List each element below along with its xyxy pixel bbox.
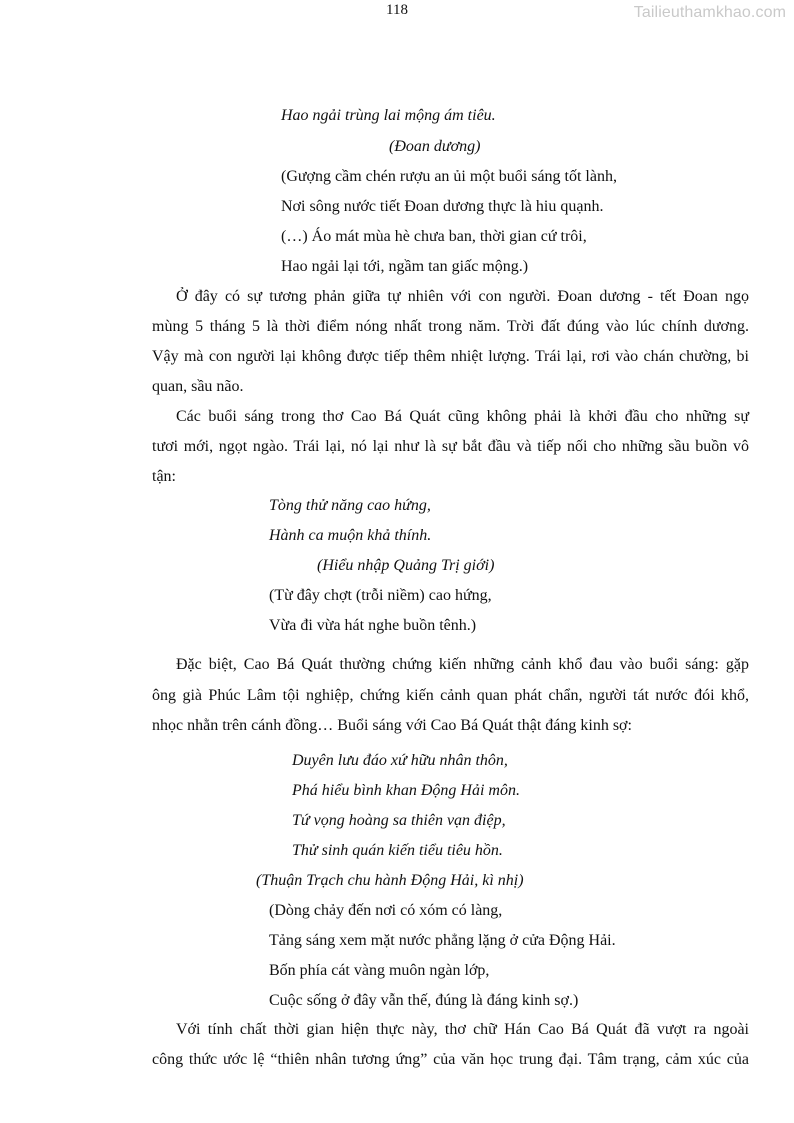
- watermark: Tailieuthamkhao.com: [633, 4, 786, 21]
- poem-translation-line: (Gượng cầm chén rượu an ủi một buổi sáng tốt lành,: [281, 168, 617, 185]
- poem-source: (Hiểu nhập Quảng Trị giới): [317, 557, 495, 574]
- poem-source: (Đoan dương): [389, 138, 481, 155]
- poem-line: Tòng thử năng cao hứng,: [269, 497, 431, 514]
- paragraph-line: Với tính chất thời gian hiện thực này, thơ chữ Hán Cao Bá Quát đã vượt ra ngoài: [176, 1021, 749, 1038]
- page-number: 118: [386, 2, 408, 18]
- poem-line: Phá hiểu bình khan Động Hải môn.: [292, 782, 520, 799]
- poem-line: Hao ngải trùng lai mộng ám tiêu.: [281, 107, 496, 124]
- poem-translation-line: (Từ đây chợt (trỗi niềm) cao hứng,: [269, 587, 492, 604]
- paragraph-line: Các buổi sáng trong thơ Cao Bá Quát cũng không phải là khởi đầu cho những sự: [176, 408, 749, 425]
- poem-line: Tứ vọng hoàng sa thiên vạn điệp,: [292, 812, 506, 829]
- paragraph-line: ông già Phúc Lâm tội nghiệp, chứng kiến cảnh quan phát chẩn, người tát nước đói khổ,: [152, 687, 749, 704]
- paragraph-line: mùng 5 tháng 5 là thời điểm nóng nhất trong năm. Trời đất đúng vào lúc chính dương.: [152, 318, 749, 335]
- paragraph-line: Đặc biệt, Cao Bá Quát thường chứng kiến những cảnh khổ đau vào buổi sáng: gặp: [176, 656, 749, 673]
- paragraph-line: Ở đây có sự tương phản giữa tự nhiên với con người. Đoan dương - tết Đoan ngọ: [176, 288, 749, 305]
- paragraph-line: Vậy mà con người lại không được tiếp thêm nhiệt lượng. Trái lại, rơi vào chán chường, bi: [152, 348, 749, 365]
- poem-translation-line: Hao ngải lại tới, ngầm tan giấc mộng.): [281, 258, 529, 275]
- poem-translation-line: (Dòng chảy đến nơi có xóm có làng,: [269, 902, 503, 919]
- paragraph-line: tươi mới, ngọt ngào. Trái lại, nó lại như là sự bắt đầu và tiếp nối cho những sầu buồn vô: [152, 438, 749, 455]
- poem-translation-line: Bốn phía cát vàng muôn ngàn lớp,: [269, 962, 490, 979]
- paragraph-line: tận:: [152, 468, 176, 485]
- poem-translation-line: Cuộc sống ở đây vẫn thế, đúng là đáng kinh sợ.): [269, 992, 579, 1009]
- poem-line: Duyên lưu đáo xứ hữu nhân thôn,: [292, 752, 508, 769]
- poem-translation-line: Nơi sông nước tiết Đoan dương thực là hiu quạnh.: [281, 198, 604, 215]
- poem-translation-line: Tảng sáng xem mặt nước phẳng lặng ở cửa Động Hải.: [269, 932, 616, 949]
- poem-translation-line: Vừa đi vừa hát nghe buồn tênh.): [269, 617, 477, 634]
- paragraph-line: nhọc nhằn trên cánh đồng… Buổi sáng với Cao Bá Quát thật đáng kinh sợ:: [152, 717, 632, 734]
- poem-line: Hành ca muộn khả thính.: [269, 527, 432, 544]
- poem-line: Thử sinh quán kiến tiểu tiêu hồn.: [292, 842, 503, 859]
- paragraph-line: công thức ước lệ “thiên nhân tương ứng” của văn học trung đại. Tâm trạng, cảm xúc của: [152, 1051, 749, 1068]
- poem-translation-line: (…) Áo mát mùa hè chưa ban, thời gian cứ trôi,: [281, 228, 587, 245]
- paragraph-line: quan, sầu não.: [152, 378, 244, 395]
- poem-source: (Thuận Trạch chu hành Động Hải, kì nhị): [256, 872, 524, 889]
